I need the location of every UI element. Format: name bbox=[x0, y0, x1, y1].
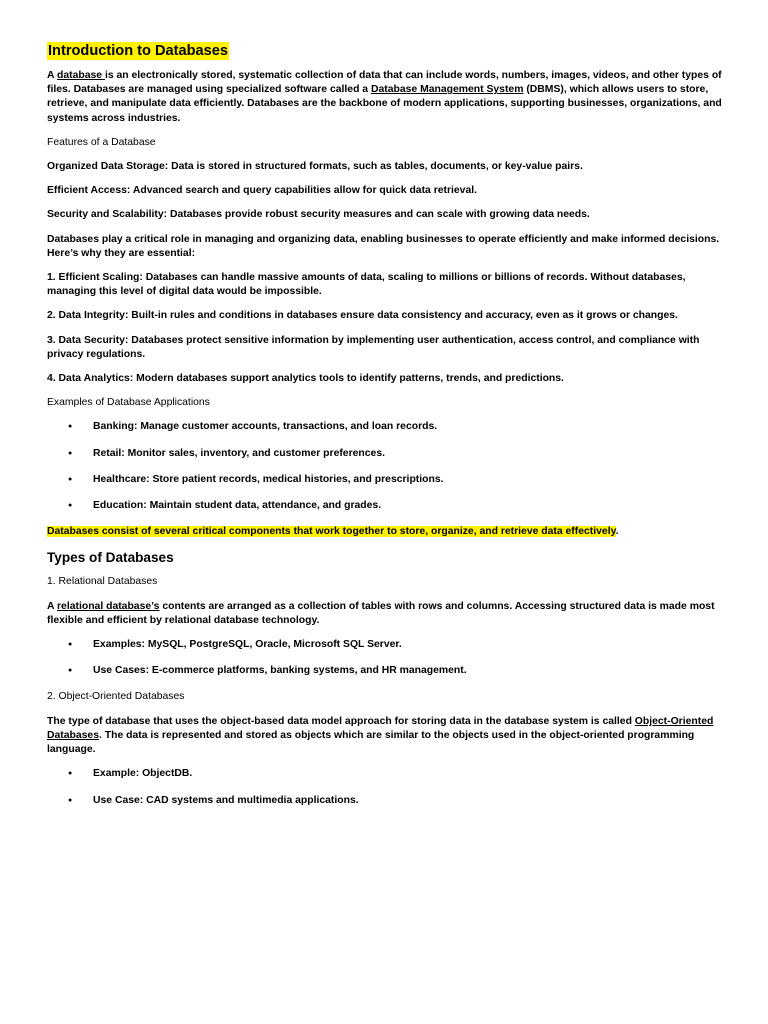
relational-database-link[interactable]: relational database’s bbox=[57, 600, 160, 612]
reason-item: 2. Data Integrity: Built-in rules and conditions in databases ensure data consistency and accuracy, even as it grows or changes. bbox=[47, 310, 678, 322]
feature-item: Efficient Access: Advanced search and query capabilities allow for quick data retrieval. bbox=[47, 185, 478, 197]
list-item: ● Use Cases: E-commerce platforms, banking systems, and HR management. bbox=[47, 664, 723, 678]
types-heading: Types of Databases bbox=[47, 550, 174, 566]
feature-item: Security and Scalability: Databases provide robust security measures and can scale with growing data needs. bbox=[47, 209, 590, 221]
list-item: ● Healthcare: Store patient records, medical histories, and prescriptions. bbox=[47, 473, 723, 487]
relational-list bbox=[47, 638, 723, 678]
examples-list bbox=[47, 420, 723, 513]
reason-item: 3. Data Security: Databases protect sensitive information by implementing user authentication, access control, and compliance with privacy regulations. bbox=[47, 334, 700, 360]
feature-item: Organized Data Storage: Data is stored in structured formats, such as tables, documents, or key-value pairs. bbox=[47, 161, 583, 173]
features-heading: Features of a Database bbox=[47, 136, 156, 148]
reason-item: 4. Data Analytics: Modern databases support analytics tools to identify patterns, trends, and predictions. bbox=[47, 373, 564, 385]
relational-paragraph: A relational database’s contents are arranged as a collection of tables with rows and columns. Accessing structured data is made most flexible and efficient by relational database technology. bbox=[47, 600, 715, 626]
list-item: ● Education: Maintain student data, attendance, and grades. bbox=[47, 499, 723, 513]
components-paragraph: Databases consist of several critical components that work together to store, organize, and retrieve data effectively. bbox=[47, 526, 619, 538]
intro-paragraph: A database is an electronically stored, systematic collection of data that can include words, numbers, images, videos, and other types of files. Databases are managed using specialized software called a Database Management System (DBMS), which allows users to store, retrieve, and manipulate data efficiently. Databases are the backbone of modern applications, supporting businesses, organizations, and systems across industries. bbox=[47, 70, 722, 124]
list-item: ● Examples: MySQL, PostgreSQL, Oracle, Microsoft SQL Server. bbox=[47, 638, 723, 652]
object-oriented-list bbox=[47, 767, 723, 807]
dbms-link[interactable]: Database Management System bbox=[370, 84, 524, 96]
document-page bbox=[47, 42, 723, 820]
reason-item: 1. Efficient Scaling: Databases can handle massive amounts of data, scaling to millions or billions of records. Without databases, managing this level of digital data would be impossible. bbox=[47, 272, 686, 298]
examples-heading: Examples of Database Applications bbox=[47, 397, 210, 409]
object-oriented-heading: 2. Object-Oriented Databases bbox=[47, 691, 185, 703]
object-oriented-link[interactable]: Object-Oriented Databases bbox=[47, 715, 714, 741]
list-item: ● Use Case: CAD systems and multimedia applications. bbox=[47, 794, 723, 808]
list-item: ● Banking: Manage customer accounts, transactions, and loan records. bbox=[47, 420, 723, 434]
database-link[interactable]: database bbox=[57, 70, 105, 81]
document-title: Introduction to Databases bbox=[48, 43, 229, 59]
list-item: ● Retail: Monitor sales, inventory, and customer preferences. bbox=[47, 447, 723, 461]
list-item: ● Example: ObjectDB. bbox=[47, 767, 723, 781]
object-oriented-paragraph: The type of database that uses the object-based data model approach for storing data in the database system is called Object-Oriented Databases. The data is represented and stored as objects which are similar to the objects used in the object-oriented programming language. bbox=[47, 715, 714, 756]
role-paragraph: Databases play a critical role in managing and organizing data, enabling businesses to operate efficiently and make informed decisions. Here’s why they are essential: bbox=[47, 233, 720, 259]
relational-heading: 1. Relational Databases bbox=[47, 576, 158, 588]
highlighted-text: Databases consist of several critical components that work together to store, organize, and retrieve data effectively bbox=[47, 526, 616, 538]
